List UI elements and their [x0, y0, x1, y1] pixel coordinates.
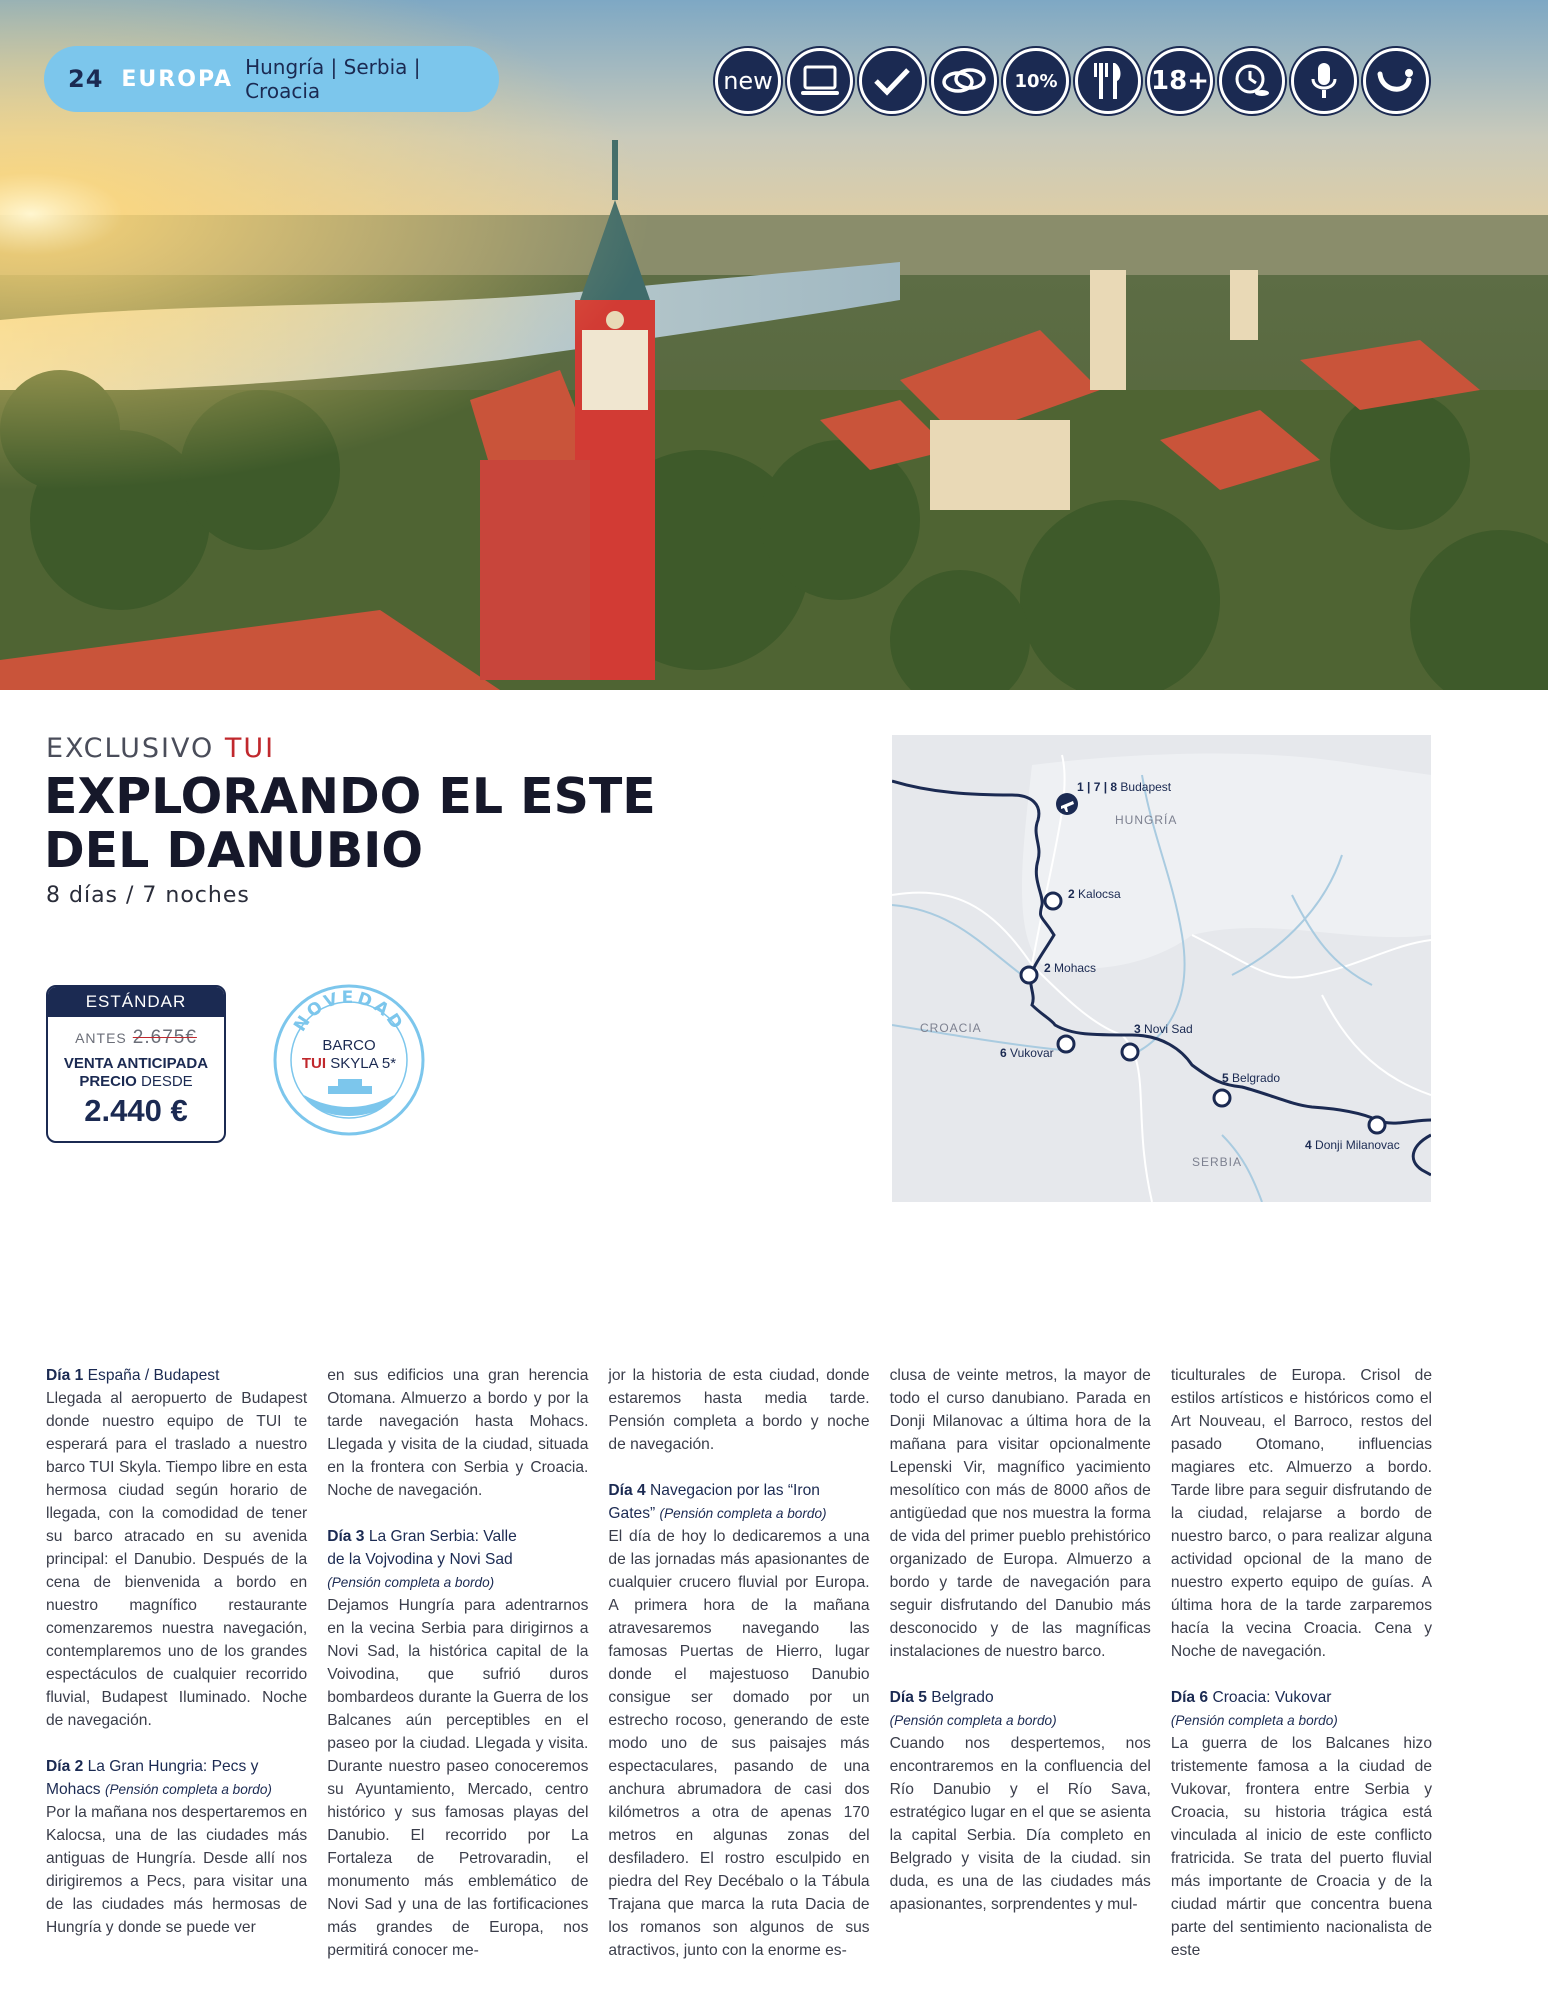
day-text: Por la mañana nos despertaremos en Kalocsa, una de las ciudades más antiguas de Hungría. Desde allí nos dirigiremos a Pecs, para visitar una de las ciudades más hermosas de Hungría y donde se puede ver: [46, 1804, 308, 1936]
day-pension: (Pensión completa a bordo): [1170, 1713, 1338, 1728]
map-stop-num: 2: [1044, 961, 1051, 975]
day-2-continued: [327, 1364, 588, 1502]
price-value: 2.440 €: [84, 1093, 188, 1128]
old-price-label: ANTES: [75, 1030, 127, 1046]
day-pension: (Pensión completa a bordo): [327, 1575, 495, 1590]
map-stop-num: 6: [1000, 1046, 1007, 1060]
map-stop-name: Budapest: [1120, 780, 1172, 794]
map-stop-belgrado: [1222, 1071, 1280, 1085]
old-price: [48, 1027, 224, 1049]
novedad-badge: [272, 983, 426, 1137]
map-stop-num: 2: [1068, 887, 1075, 901]
price-subtitle-line1: VENTA ANTICIPADA: [63, 1055, 209, 1072]
day-5: [890, 1686, 1151, 1916]
feature-badges: [715, 48, 1429, 114]
map-stop-num: 1 | 7 | 8: [1077, 780, 1118, 794]
day-title: La Gran Hungria: Pecs y: [87, 1758, 259, 1775]
map-stop-name: Kalocsa: [1078, 887, 1121, 901]
price-category: ESTÁNDAR: [48, 987, 224, 1017]
adults-18-icon: 18+: [1147, 48, 1213, 114]
day-text: El día de hoy lo dedicaremos a una de las jornadas más apasionantes de cualquier crucero fluvial por Europa. A primera hora de la mañana atravesaremos navegando las famosas Puertas de Hierro, lugar donde el majestuoso Danubio consigue ser domado por un estrecho rocoso, generando de este modo uno de sus paisajes más espectaculares, pasando de una anchura abrumadora de casi dos kilómetros a otra de apenas 170 metros en algunas zonas del desfiladero. El rostro esculpido en piedra del Rey Decébalo o la Tábula Trajana que marca la ruta Dacia de los romanos son algunos de sus atractivos, junto con la enorme es-: [608, 1528, 870, 1959]
region-label: EUROPA: [121, 66, 234, 92]
day-heading: [46, 1364, 307, 1387]
map-stop-num: 5: [1222, 1071, 1229, 1085]
cutlery-icon: [1075, 48, 1141, 114]
discount-10-icon: 10%: [1003, 48, 1069, 114]
countries-label: Hungría | Serbia | Croacia: [245, 55, 421, 103]
map-stop-donji-milanovac: [1305, 1138, 1400, 1152]
novedad-ship: [272, 1037, 426, 1073]
day-2: [46, 1755, 307, 1939]
map-country-serbia: SERBIA: [1192, 1155, 1243, 1169]
novedad-brand: TUI: [301, 1055, 327, 1072]
day-text: clusa de veinte metros, la mayor de todo el curso danubiano. Parada en Donji Milanovac a última hora de la mañana para visitar opcionalmente Lepenski Vir, magnífico yacimiento mesolítico con más de 8000 años de antigüedad que nos muestra la forma de vida del primer pueblo prehistórico organizado de Europa. Almuerzo a bordo y tarde de navegación para seguir disfrutando del Danubio más desconocido y de las magníficas instalaciones de nuestro barco.: [889, 1367, 1151, 1660]
map-country-hungary: HUNGRÍA: [1115, 813, 1178, 827]
day-pension: (Pensión completa a bordo): [889, 1713, 1057, 1728]
map-stop-mohacs: [1044, 961, 1096, 975]
route-map: [892, 735, 1431, 1202]
section-tab: [44, 46, 499, 112]
day-title: España / Budapest: [87, 1367, 220, 1384]
novedad-ship-name: SKYLA 5*: [330, 1055, 397, 1072]
microphone-icon: [1291, 48, 1357, 114]
check-icon: [859, 48, 925, 114]
map-stop-novi-sad: [1134, 1022, 1193, 1036]
itinerary-columns: [46, 1364, 1432, 1962]
day-5-continued: [1171, 1364, 1432, 1663]
day-3: [327, 1525, 588, 1962]
tui-smile-icon: [1363, 48, 1429, 114]
map-stop-name: Novi Sad: [1144, 1022, 1193, 1036]
day-4-continued: [890, 1364, 1151, 1663]
day-pension: (Pensión completa a bordo): [104, 1782, 272, 1797]
clock-money-icon: [1219, 48, 1285, 114]
day-pension: (Pensión completa a bordo): [659, 1506, 827, 1521]
day-text: ticulturales de Europa. Crisol de estilos artísticos e históricos como el Art Nouveau, el Barroco, restos del pasado Otomano, influencias magiares etc. Almuerzo a bordo. Tarde libre para seguir disfrutando de la ciudad, relajarse a bordo de nuestro barco, o para realizar alguna actividad opcional de la mano de nuestro experto equipo de guías. A última hora de la tarde zarparemos hacía la vecina Croacia. Cena y Noche de navegación.: [1170, 1367, 1433, 1660]
day-number: Día 2: [46, 1758, 84, 1775]
exclusive-brand: TUI: [224, 733, 276, 764]
day-text: Dejamos Hungría para adentrarnos en la vecina Serbia para dirigirnos a Novi Sad, la histórica capital de la Voivodina, que sufrió duros bombardeos durante la Guerra de los Balcanes aún perceptibles en el paseo por la ciudad. Llegada y visita. Durante nuestro paseo conoceremos su Ayuntamiento, Mercado, centro histórico y sus famosas playas del Danubio. El recorrido por La Fortaleza de Petrovaradin, el monumento más emblemático de Novi Sad y una de las fortificaciones más grandes de Europa, nos permitirá conocer me-: [327, 1597, 589, 1959]
map-stop-num: 4: [1305, 1138, 1312, 1152]
itinerary-column-4: [890, 1364, 1151, 1962]
day-number: Día 1: [46, 1367, 84, 1384]
price-subtitle-light: DESDE: [141, 1073, 193, 1090]
map-stop-vukovar: [1000, 1046, 1054, 1060]
itinerary-column-1: [46, 1364, 307, 1962]
day-title: La Gran Serbia: Valle: [368, 1528, 517, 1545]
trip-duration: 8 días / 7 noches: [46, 883, 250, 908]
day-number: Día 4: [608, 1482, 646, 1499]
title-line-1: EXPLORANDO EL ESTE: [44, 768, 656, 825]
day-text: Llegada al aeropuerto de Budapest donde nuestro equipo de TUI te esperará para el traslado a nuestro barco TUI Skyla. Tiempo libre en esta hermosa ciudad según horario de llegada, con la comodidad de tener su barco atracado en su avenida principal: el Danubio. Después de la cena de bienvenida a bordo en nuestro magnífico restaurante comenzaremos nuestra navegación, contemplaremos uno de los grandes espectáculos de cualquier recorrido fluvial, Budapest Iluminado. Noche de navegación.: [46, 1390, 308, 1729]
page-number: 24: [68, 65, 104, 93]
hero-photo: [0, 0, 1548, 690]
novedad-line1: BARCO: [322, 1037, 376, 1054]
day-1: [46, 1364, 307, 1732]
day-title-cont: Gates”: [608, 1505, 656, 1522]
laptop-icon: [787, 48, 853, 114]
rings-icon: [931, 48, 997, 114]
day-heading: [1171, 1686, 1432, 1709]
map-stop-name: Belgrado: [1232, 1071, 1281, 1085]
price-subtitle: [48, 1055, 224, 1091]
day-3-continued: [608, 1364, 869, 1456]
day-number: Día 3: [327, 1528, 365, 1545]
day-title-cont: Mohacs: [46, 1781, 101, 1798]
itinerary-column-3: [608, 1364, 869, 1962]
day-title: Belgrado: [931, 1689, 994, 1706]
day-heading: [327, 1525, 588, 1571]
trip-title: [44, 770, 684, 878]
day-heading: [608, 1479, 869, 1525]
day-heading: [46, 1755, 307, 1801]
day-text: La guerra de los Balcanes hizo tristemente famosa a la ciudad de Vukovar, frontera entre Serbia y Croacia, su historia trágica está vinculada al inicio de este conflicto fratricida. Se trata del puerto fluvial más importante de Croacia y de la ciudad mártir que concentra buena parte del sentimiento nacionalista de este: [1170, 1735, 1433, 1959]
exclusive-prefix: EXCLUSIVO: [46, 733, 215, 764]
price-card: [46, 985, 226, 1143]
day-heading: [890, 1686, 1151, 1709]
map-country-croatia: CROACIA: [920, 1021, 982, 1035]
day-title: Croacia: Vukovar: [1212, 1689, 1332, 1706]
day-number: Día 5: [889, 1689, 927, 1706]
exclusive-label: [46, 733, 275, 764]
itinerary-column-2: [327, 1364, 588, 1962]
day-text: Cuando nos despertemos, nos encontraremos en la confluencia del Río Danubio y el Río Sava, estratégico lugar en el que se asienta la capital Serbia. Día completo en Belgrado y visita de la ciudad. sin duda, es una de las ciudades más apasionantes, sorprendentes y mul-: [889, 1735, 1151, 1913]
day-text: en sus edificios una gran herencia Otomana. Almuerzo a bordo y por la tarde navegación hasta Mohacs. Llegada y visita de la ciudad, situada en la frontera con Serbia y Croacia. Noche de navegación.: [327, 1367, 589, 1499]
route-map-graphic: [892, 735, 1431, 1202]
novedad-arc-text: NOVEDAD: [290, 987, 408, 1036]
day-4: [608, 1479, 869, 1962]
day-6: [1171, 1686, 1432, 1962]
itinerary-column-5: [1171, 1364, 1432, 1962]
day-title-cont: de la Vojvodina y Novi Sad: [327, 1551, 513, 1568]
map-stop-name: Donji Milanovac: [1315, 1138, 1400, 1152]
map-stop-kalocsa: [1068, 887, 1121, 901]
title-line-2: DEL DANUBIO: [44, 822, 424, 879]
day-title: Navegacion por las “Iron: [650, 1482, 820, 1499]
new-icon: new: [715, 48, 781, 114]
map-stop-num: 3: [1134, 1022, 1141, 1036]
map-stop-budapest: [1077, 780, 1171, 794]
day-number: Día 6: [1170, 1689, 1209, 1706]
day-text: jor la historia de esta ciudad, donde estaremos hasta media tarde. Pensión completa a bordo y noche de navegación.: [608, 1367, 870, 1453]
price-subtitle-bold: PRECIO: [79, 1073, 137, 1090]
map-stop-name: Mohacs: [1054, 961, 1097, 975]
map-stop-name: Vukovar: [1010, 1046, 1054, 1060]
old-price-value: 2.675€: [132, 1027, 197, 1048]
